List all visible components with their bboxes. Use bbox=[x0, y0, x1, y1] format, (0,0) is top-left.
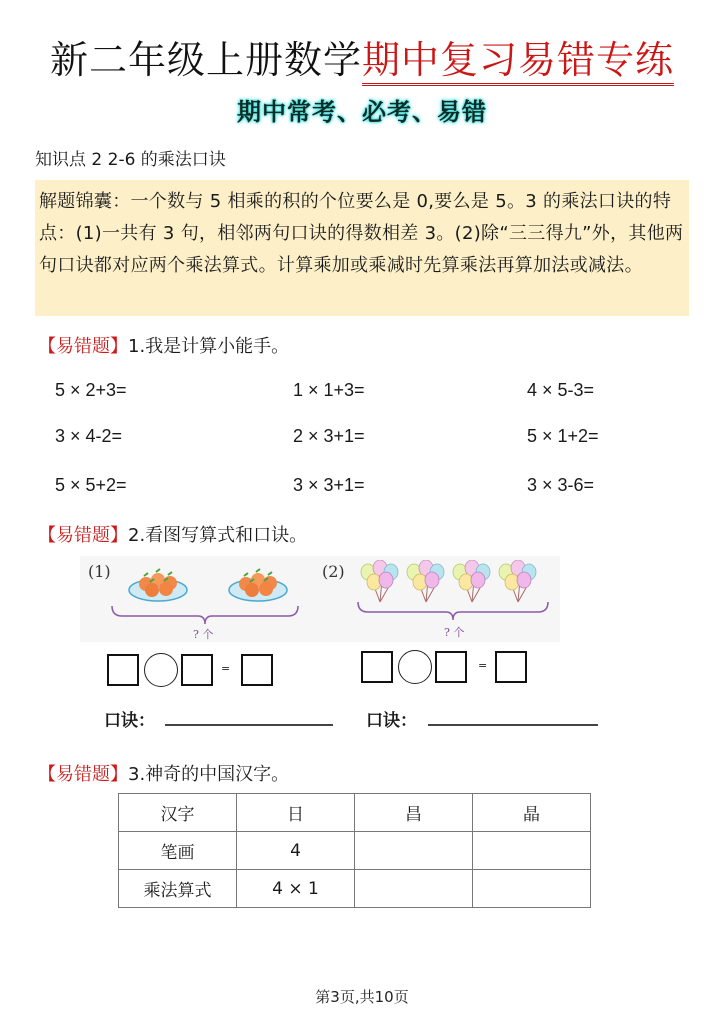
calc-item: 3 × 3-6= bbox=[527, 475, 595, 495]
tip-text: 解题锦囊：一个数与 5 相乘的积的个位要么是 0,要么是 5。3 的乘法口诀的特点：(1)一共有 3 句，相邻两句口诀的得数相差 3。(2)除“三三得九”外，其他两句口诀都对应两个乘法算式。计算乘加或乘减时先算乘法再算加法或减法。 bbox=[39, 191, 684, 276]
table-cell: 晶 bbox=[473, 794, 591, 832]
table-cell-blank[interactable] bbox=[355, 870, 473, 908]
count-label: ? 个 bbox=[444, 626, 465, 639]
answer-box[interactable] bbox=[181, 654, 213, 686]
question-title: 3.神奇的中国汉字。 bbox=[128, 764, 290, 785]
error-prone-tag: 【易错题】 bbox=[38, 525, 128, 546]
tip-box bbox=[35, 180, 689, 316]
brace-icon bbox=[356, 600, 550, 622]
table-cell: 昌 bbox=[355, 794, 473, 832]
brace-icon bbox=[110, 604, 300, 626]
subtitle: 期中常考、必考、易错 bbox=[237, 97, 487, 126]
table-cell: 4 bbox=[237, 832, 355, 870]
figure-label: (2) bbox=[322, 562, 345, 581]
apple-plates-icon bbox=[128, 564, 308, 604]
equals-sign: = bbox=[478, 659, 488, 672]
equals-sign: = bbox=[221, 662, 231, 675]
document-title bbox=[0, 36, 724, 84]
table-row bbox=[119, 832, 591, 870]
page-number: 第3页,共10页 bbox=[315, 988, 409, 1006]
answer-box[interactable] bbox=[495, 651, 527, 683]
apples-figure bbox=[80, 556, 320, 642]
operator-circle[interactable] bbox=[144, 653, 178, 687]
balloon-bunches-icon bbox=[358, 560, 558, 604]
calc-item: 3 × 3+1= bbox=[293, 475, 365, 495]
calc-item: 2 × 3+1= bbox=[293, 426, 365, 446]
table-row bbox=[119, 794, 591, 832]
title-part-red: 期中复习易错专练 bbox=[362, 38, 674, 86]
question-2-heading bbox=[38, 521, 307, 547]
figure-label: (1) bbox=[88, 562, 111, 581]
operator-circle[interactable] bbox=[398, 650, 432, 684]
chinese-character-table bbox=[118, 793, 591, 908]
question-1-heading bbox=[38, 332, 289, 358]
answer-box[interactable] bbox=[241, 654, 273, 686]
question-title: 2.看图写算式和口诀。 bbox=[128, 525, 308, 546]
table-cell: 4 × 1 bbox=[237, 870, 355, 908]
table-cell-blank[interactable] bbox=[473, 832, 591, 870]
calc-item: 1 × 1+3= bbox=[293, 380, 365, 400]
count-label: ? 个 bbox=[193, 628, 214, 641]
table-cell: 汉字 bbox=[119, 794, 237, 832]
answer-box[interactable] bbox=[107, 654, 139, 686]
error-prone-tag: 【易错题】 bbox=[38, 336, 128, 357]
calc-item: 5 × 5+2= bbox=[55, 475, 127, 495]
question-title: 1.我是计算小能手。 bbox=[128, 336, 290, 357]
balloons-figure bbox=[318, 556, 560, 642]
calc-item: 5 × 2+3= bbox=[55, 380, 127, 400]
question-3-heading bbox=[38, 760, 289, 786]
calc-item: 3 × 4-2= bbox=[55, 426, 123, 446]
koujue-label: 口诀： bbox=[366, 711, 417, 731]
table-row bbox=[119, 870, 591, 908]
table-cell-blank[interactable] bbox=[473, 870, 591, 908]
calc-item: 5 × 1+2= bbox=[527, 426, 599, 446]
koujue-label: 口诀： bbox=[104, 711, 155, 731]
koujue-answer-line[interactable] bbox=[428, 724, 598, 726]
knowledge-point-heading: 知识点 2 2-6 的乘法口诀 bbox=[35, 150, 226, 170]
table-cell-blank[interactable] bbox=[355, 832, 473, 870]
answer-box[interactable] bbox=[435, 651, 467, 683]
calc-item: 4 × 5-3= bbox=[527, 380, 595, 400]
title-part-black: 新二年级上册数学 bbox=[49, 38, 362, 82]
koujue-answer-line[interactable] bbox=[165, 724, 333, 726]
answer-box[interactable] bbox=[361, 651, 393, 683]
table-cell: 笔画 bbox=[119, 832, 237, 870]
table-cell: 日 bbox=[237, 794, 355, 832]
error-prone-tag: 【易错题】 bbox=[38, 764, 128, 785]
table-cell: 乘法算式 bbox=[119, 870, 237, 908]
